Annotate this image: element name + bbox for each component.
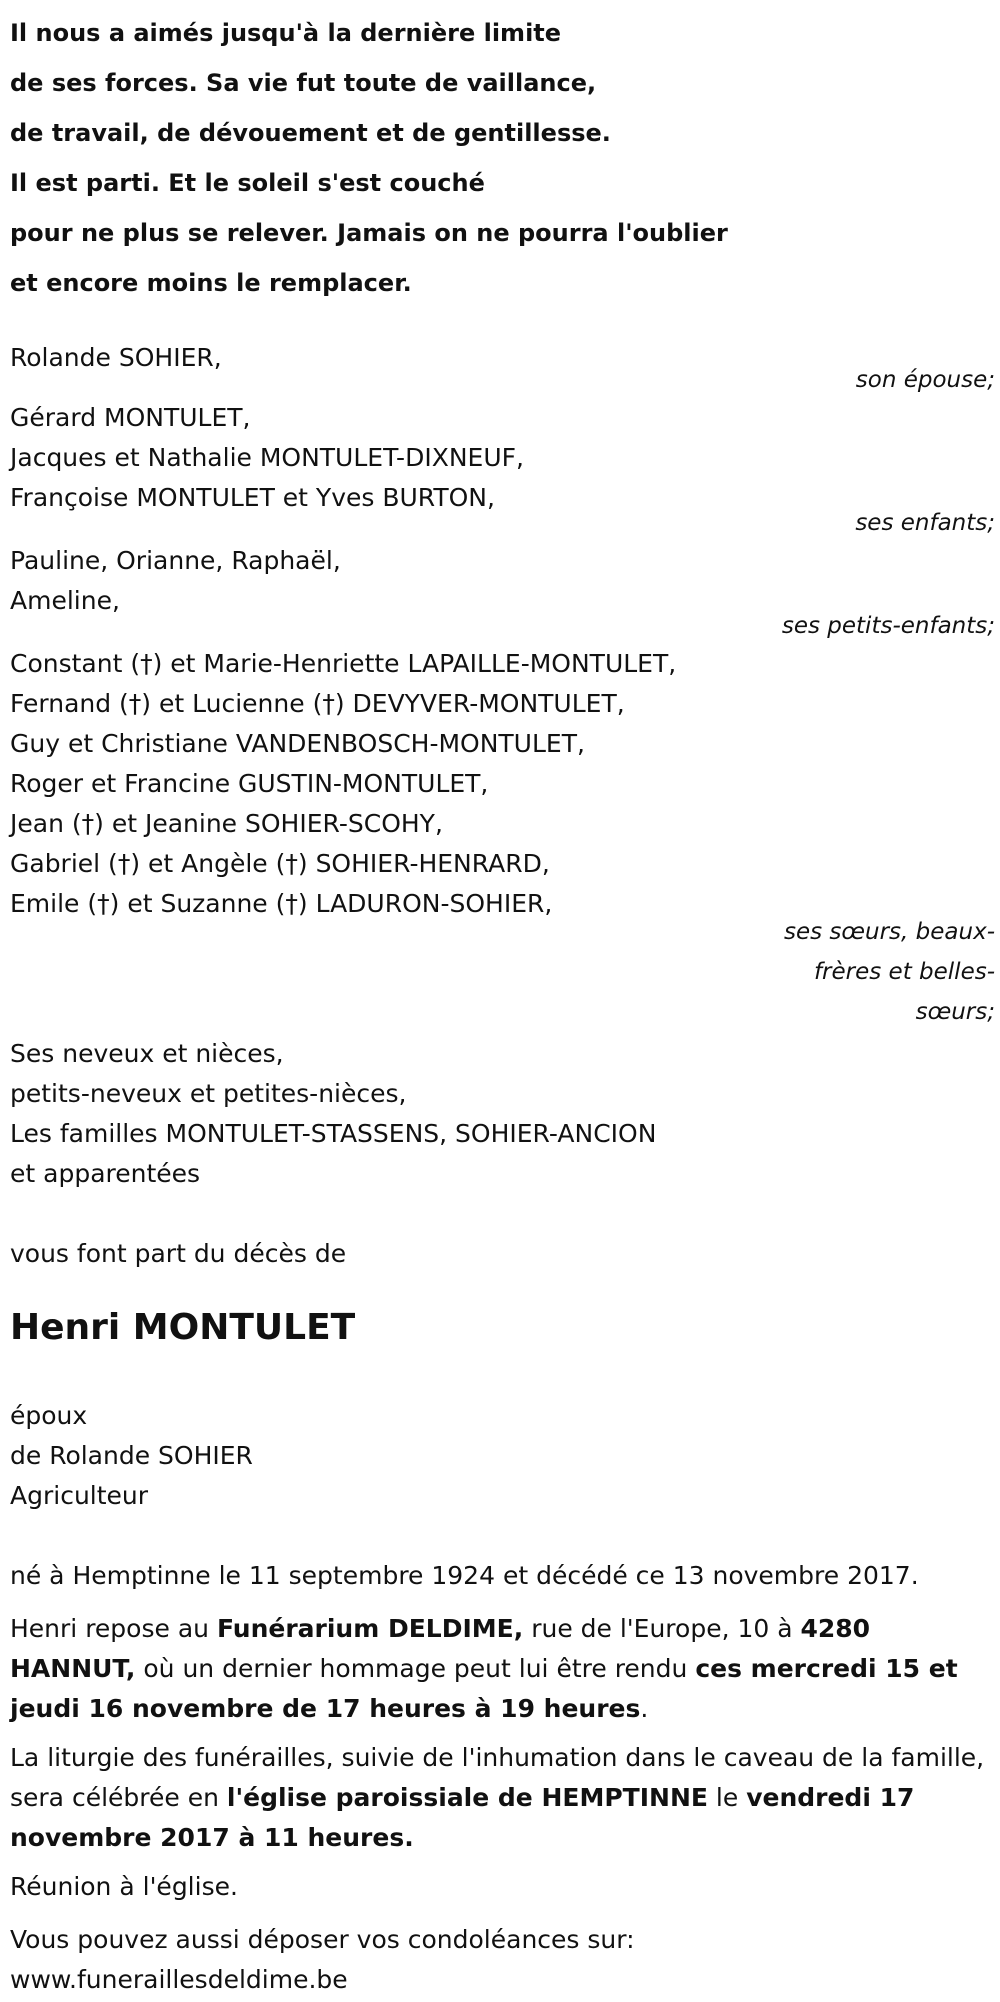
family-member: Gérard MONTULET, bbox=[10, 403, 251, 432]
deceased-details bbox=[10, 1396, 253, 1516]
family-member: Ses neveux et nièces, bbox=[10, 1039, 284, 1068]
condolences bbox=[10, 1920, 985, 2000]
role-line: frères et belles- bbox=[813, 959, 995, 985]
deceased-detail: époux bbox=[10, 1401, 88, 1430]
family-member: Jean (†) et Jeanine SOHIER-SCOHY, bbox=[10, 809, 443, 838]
family-member: Jacques et Nathalie MONTULET-DIXNEUF, bbox=[10, 443, 524, 472]
grandchildren-names bbox=[10, 541, 341, 621]
family-member: Emile (†) et Suzanne (†) LADURON-SOHIER, bbox=[10, 889, 553, 918]
church: l'église paroissiale de HEMPTINNE bbox=[226, 1783, 708, 1812]
family-member: petits-neveux et petites-nièces, bbox=[10, 1079, 407, 1108]
viewing-text: . bbox=[640, 1694, 649, 1723]
family-member: Fernand (†) et Lucienne (†) DEVYVER-MONTULET, bbox=[10, 689, 625, 718]
family-member: Rolande SOHIER, bbox=[10, 343, 222, 372]
spouse-role: son épouse; bbox=[855, 367, 995, 393]
family-member: Gabriel (†) et Angèle (†) SOHIER-HENRARD, bbox=[10, 849, 550, 878]
viewing-text: Henri repose au bbox=[10, 1614, 217, 1643]
grandchildren-role: ses petits-enfants; bbox=[781, 613, 995, 639]
role-line: ses sœurs, beaux- bbox=[783, 919, 995, 945]
siblings-role bbox=[784, 912, 995, 1032]
siblings-names bbox=[10, 644, 676, 924]
family-member: et apparentées bbox=[10, 1159, 201, 1188]
poem bbox=[10, 8, 728, 308]
family-member: Ameline, bbox=[10, 586, 120, 615]
city: 4280 HANNUT, bbox=[10, 1614, 871, 1683]
condolences-text: Vous pouvez aussi déposer vos condoléances sur: bbox=[10, 1925, 635, 1954]
meeting-info: Réunion à l'église. bbox=[10, 1872, 238, 1901]
birth-death: né à Hemptinne le 11 septembre 1924 et décédé ce 13 novembre 2017. bbox=[10, 1561, 919, 1590]
viewing-text: rue de l'Europe, 10 à bbox=[523, 1614, 801, 1643]
announcement: vous font part du décès de bbox=[10, 1239, 347, 1268]
deceased-name: Henri MONTULET bbox=[10, 1307, 356, 1348]
family-member: Les familles MONTULET-STASSENS, SOHIER-ANCION bbox=[10, 1119, 657, 1148]
viewing-dates: ces mercredi 15 et jeudi 16 novembre de 17 heures à 19 heures bbox=[10, 1654, 958, 1723]
funeral-date: vendredi 17 novembre 2017 à 11 heures. bbox=[10, 1783, 915, 1852]
children-role: ses enfants; bbox=[855, 510, 995, 536]
viewing-text: où un dernier hommage peut lui être rendu bbox=[135, 1654, 696, 1683]
poem-line: de travail, de dévouement et de gentillesse. bbox=[10, 119, 611, 147]
poem-line: pour ne plus se relever. Jamais on ne pourra l'oublier bbox=[10, 219, 728, 247]
viewing-info bbox=[10, 1609, 985, 1729]
poem-line: et encore moins le remplacer. bbox=[10, 269, 412, 297]
spouse-names bbox=[10, 338, 222, 378]
funeral-info bbox=[10, 1738, 985, 1858]
children-names bbox=[10, 398, 524, 518]
family-member: Roger et Francine GUSTIN-MONTULET, bbox=[10, 769, 489, 798]
role-line: sœurs; bbox=[915, 999, 995, 1025]
poem-line: Il nous a aimés jusqu'à la dernière limite bbox=[10, 19, 562, 47]
family-member: Guy et Christiane VANDENBOSCH-MONTULET, bbox=[10, 729, 585, 758]
family-member: Constant (†) et Marie-Henriette LAPAILLE-MONTULET, bbox=[10, 649, 677, 678]
funeral-text: La liturgie des funérailles, suivie de l'inhumation dans le caveau de la famille, sera célébrée en bbox=[10, 1743, 985, 1812]
funeral-home: Funérarium DELDIME, bbox=[216, 1614, 524, 1643]
family-member: Françoise MONTULET et Yves BURTON, bbox=[10, 483, 495, 512]
deceased-detail: de Rolande SOHIER bbox=[10, 1441, 253, 1470]
poem-line: de ses forces. Sa vie fut toute de vaillance, bbox=[10, 69, 597, 97]
other-relatives bbox=[10, 1034, 656, 1194]
deceased-detail: Agriculteur bbox=[10, 1481, 149, 1510]
condolences-website: www.funeraillesdeldime.be bbox=[10, 1965, 348, 1994]
poem-line: Il est parti. Et le soleil s'est couché bbox=[10, 169, 485, 197]
funeral-text: le bbox=[707, 1783, 747, 1812]
family-member: Pauline, Orianne, Raphaël, bbox=[10, 546, 341, 575]
